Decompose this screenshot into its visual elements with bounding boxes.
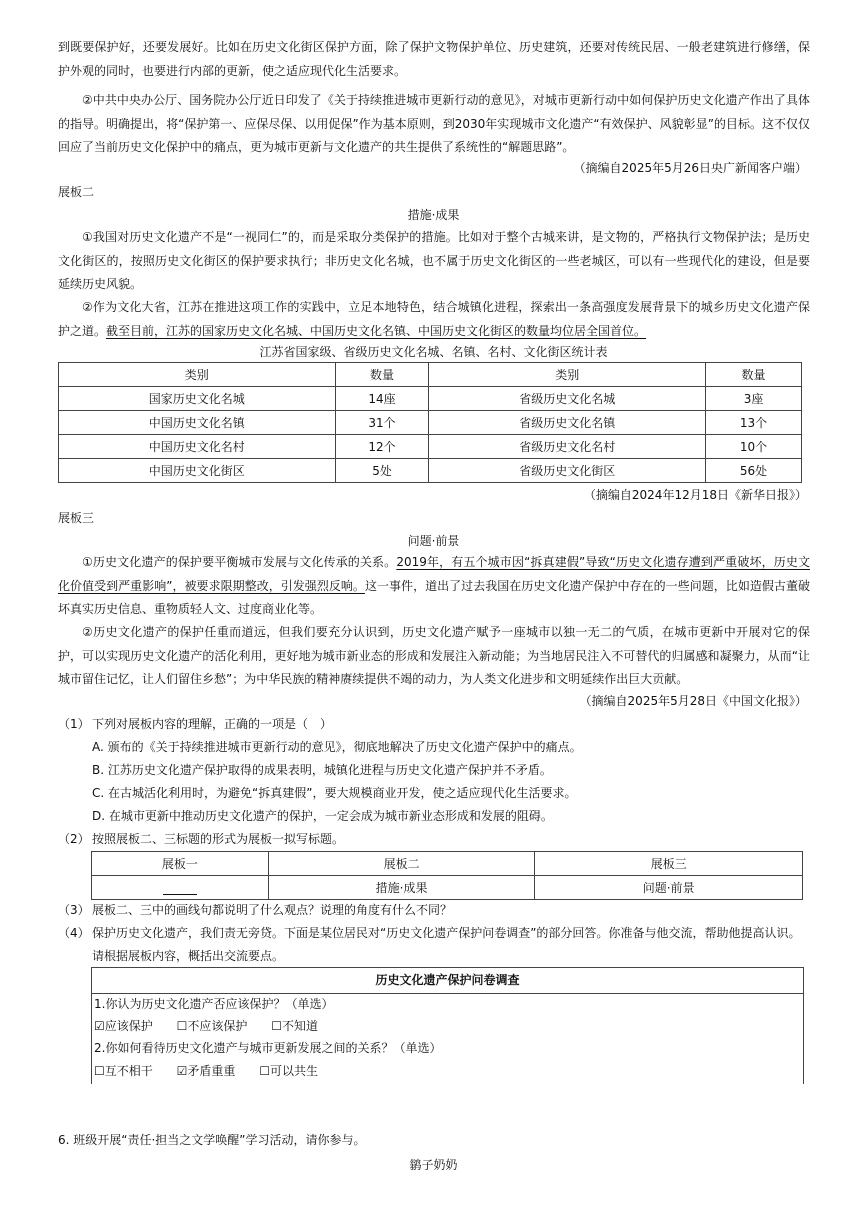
table-cell: 5处 (335, 459, 429, 483)
survey-box (91, 967, 804, 1084)
table-cell: 56处 (706, 459, 802, 483)
table-cell: 10个 (706, 435, 802, 459)
question-2 (58, 828, 810, 851)
question-2-stem: 按照展板二、三标题的形式为展板一拟写标题。 (92, 832, 345, 846)
table-cell: 省级历史文化街区 (429, 459, 706, 483)
panel3-label: 展板三 (58, 511, 95, 525)
table-cell: 3座 (706, 387, 802, 411)
panel3-title: 问题·前景 (407, 534, 460, 548)
question-1-stem: 下列对展板内容的理解，正确的一项是（ ） (92, 717, 333, 731)
survey-q2-option[interactable]: ☐互不相干 (94, 1064, 153, 1078)
question-4-number: （4） (58, 926, 90, 940)
stats-table-header-row (59, 363, 802, 387)
panel1-paragraph-2: ②中共中央办公厅、国务院办公厅近日印发了《关于持续推进城市更新行动的意见》，对城市更新行动中如何保护历史文化遗产作出了具体的指导。明确提出，将“保护第一、应保尽保、以用促保”作为基本原则，到2030年实现城市文化遗产“有效保护、风貌彰显”的目标。这不仅仅回应了当前历史文化保护中的痛点，更为城市更新与文化遗产的共生提供了系统性的“解题思路”。 (58, 93, 810, 154)
panel1-paragraph-tail: 到既要保护好，还要发展好。比如在历史文化街区保护方面，除了保护文物保护单位、历史建筑，还要对传统民居、一般老建筑进行修缮，保护外观的同时，也要进行内部的更新，使之适应现代化生活要求。 (58, 40, 810, 78)
survey-q2-option-checked[interactable]: ☑矛盾重重 (176, 1064, 236, 1078)
title-table (91, 851, 803, 900)
panel2-underlined-sentence: 截至目前，江苏的国家历史文化名城、中国历史文化名镇、中国历史文化街区的数量均位居全国首位。 (106, 323, 647, 338)
question-2-number: （2） (58, 832, 90, 846)
table-cell: 省级历史文化名镇 (429, 411, 706, 435)
question-3-number: （3） (58, 903, 90, 917)
answer-blank[interactable] (163, 882, 197, 895)
survey-q1-option[interactable]: ☐不应该保护 (176, 1019, 248, 1033)
title-table-header-panel2: 展板二 (268, 852, 535, 876)
footer-watermark: 鹟子奶奶 (409, 1158, 458, 1172)
table-cell: 中国历史文化名镇 (59, 411, 336, 435)
panel2-source: （摘编自2024年12月18日《新华日报》） (583, 488, 807, 502)
table-cell: 国家历史文化名城 (59, 387, 336, 411)
survey-q1-option-checked[interactable]: ☑应该保护 (94, 1019, 153, 1033)
panel3-paragraph-2: ②历史文化遗产的保护任重而道远，但我们要充分认识到，历史文化遗产赋予一座城市以独一无二的气质，在城市更新中开展对它的保护，可以实现历史文化遗产的活化利用，更好地为城市新业态的形成和发展注入新动能；为当地居民注入不可替代的归属感和凝聚力，从而“让城市留住记忆，让人们留住乡愁”；为中华民族的精神赓续提供不竭的动力，为人类文化进步和文明延续作出巨大贡献。 (58, 625, 810, 686)
survey-q1-options (94, 1015, 338, 1037)
title-table-header-row (92, 852, 803, 876)
table-cell: 省级历史文化名村 (429, 435, 706, 459)
table-cell: 12个 (335, 435, 429, 459)
survey-question-2: 2.你如何看待历史文化遗产与城市更新发展之间的关系？（单选） (94, 1041, 442, 1055)
table-row (59, 411, 802, 435)
next-item-prompt: 6. 班级开展“责任·担当之文学唤醒”学习活动，请你参与。 (58, 1133, 366, 1147)
q1-option-d[interactable]: D. 在城市更新中推动历史文化遗产的保护，一定会成为城市新业态形成和发展的阻碍。 (92, 809, 553, 823)
panel2-label: 展板二 (58, 185, 95, 199)
title-table-panel3-value: 问题·前景 (535, 876, 803, 900)
table-cell: 13个 (706, 411, 802, 435)
panel1-title-answer-cell[interactable] (92, 876, 269, 900)
title-table-panel2-value: 措施·成果 (268, 876, 535, 900)
panel2-paragraph-2 (58, 296, 810, 343)
table-cell: 中国历史文化街区 (59, 459, 336, 483)
panel2-paragraph-1: ①我国对历史文化遗产不是“一视同仁”的，而是采取分类保护的措施。比如对于整个古城来讲，是文物的，严格执行文物保护法；是历史文化街区的，按照历史文化街区的保护要求执行；非历史文化名城，也不属于历史文化街区的一些老城区，可以有一些现代化的建设，但是要延续历史风貌。 (58, 230, 810, 291)
panel2-title: 措施·成果 (407, 208, 460, 222)
panel3-source: （摘编自2025年5月28日《中国文化报》） (579, 694, 807, 708)
survey-title: 历史文化遗产保护问卷调查 (92, 968, 803, 994)
survey-q2-options (94, 1060, 338, 1082)
panel3-paragraph-1 (58, 551, 810, 622)
table-row (59, 459, 802, 483)
question-3 (58, 899, 810, 922)
table-cell: 中国历史文化名村 (59, 435, 336, 459)
survey-question-1: 1.你认为历史文化遗产否应该保护？（单选） (94, 997, 334, 1011)
question-4-stem: 保护历史文化遗产，我们责无旁贷。下面是某位居民对“历史文化遗产保护问卷调查”的部分回答。你准备与他交流，帮助他提高认识。请根据展板内容，概括出交流要点。 (92, 926, 801, 963)
q1-option-a[interactable]: A. 颁布的《关于持续推进城市更新行动的意见》，彻底地解决了历史文化遗产保护中的痛点。 (92, 740, 582, 754)
survey-q2-option[interactable]: ☐可以共生 (259, 1064, 318, 1078)
q1-option-c[interactable]: C. 在古城活化利用时，为避免“拆真建假”，要大规模商业开发，使之适应现代化生活要求。 (92, 786, 577, 800)
survey-q1-option[interactable]: ☐不知道 (271, 1019, 318, 1033)
panel3-para1-text-b: 这一事件，道出了过去我国在历史文化遗产保护中存在的一些问题，比如造假古董破坏真实历史信息、重物质轻人文、过度商业化等。 (58, 578, 810, 616)
panel3-underlined-sentence: 2019年，有五个城市因“拆真建假”导致“历史文化遗存遭到严重破坏，历史文化价值受到严重影响”，被要求限期整改，引发强烈反响。 (58, 555, 810, 593)
stats-header-count-1: 数量 (335, 363, 429, 387)
question-1-number: （1） (58, 717, 90, 731)
panel1-source: （摘编自2025年5月26日央广新闻客户端） (573, 161, 807, 175)
question-4 (58, 922, 810, 968)
panel3-para1-text-a: ①历史文化遗产的保护要平衡城市发展与文化传承的关系。 (82, 555, 397, 569)
title-table-header-panel3: 展板三 (535, 852, 803, 876)
title-table-header-panel1: 展板一 (92, 852, 269, 876)
stats-table-caption: 江苏省国家级、省级历史文化名城、名镇、名村、文化街区统计表 (259, 345, 608, 359)
table-row (59, 435, 802, 459)
stats-header-count-2: 数量 (706, 363, 802, 387)
table-cell: 省级历史文化名城 (429, 387, 706, 411)
table-row (59, 387, 802, 411)
stats-header-category-1: 类别 (59, 363, 336, 387)
title-table-value-row (92, 876, 803, 900)
stats-table (58, 362, 802, 483)
q1-option-b[interactable]: B. 江苏历史文化遗产保护取得的成果表明，城镇化进程与历史文化遗产保护并不矛盾。 (92, 763, 552, 777)
panel2-para2-text: ②作为文化大省，江苏在推进这项工作的实践中，立足本地特色，结合城镇化进程，探索出一条高强度发展背景下的城乡历史文化遗产保护之道。 (58, 300, 810, 338)
question-1 (58, 713, 810, 736)
stats-header-category-2: 类别 (429, 363, 706, 387)
question-3-stem: 展板二、三中的画线句都说明了什么观点？说理的角度有什么不同？ (92, 903, 453, 917)
table-cell: 31个 (335, 411, 429, 435)
table-cell: 14座 (335, 387, 429, 411)
